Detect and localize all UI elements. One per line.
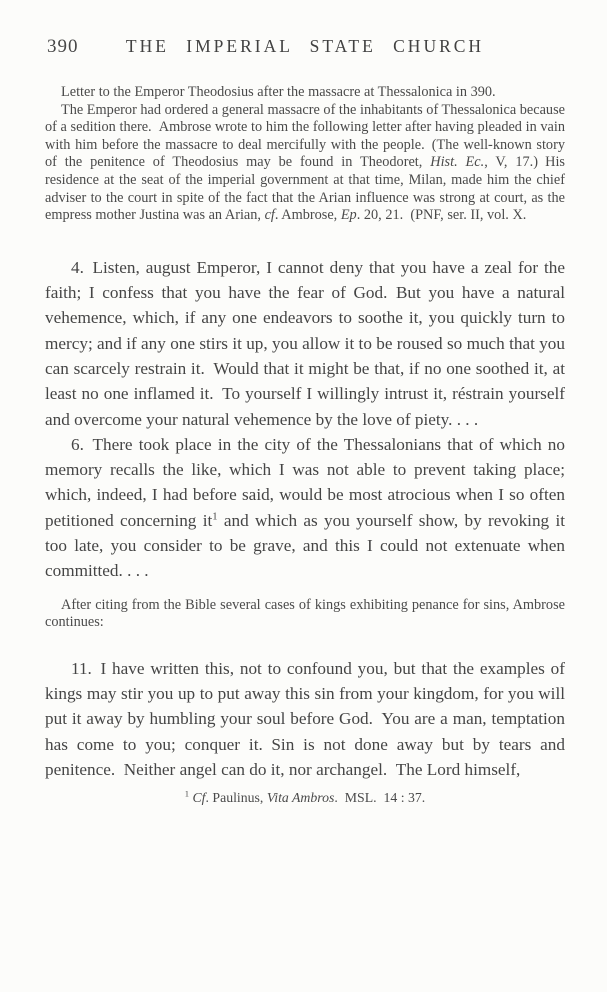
italic-text: Vita Ambros — [266, 790, 335, 806]
intro-note — [45, 102, 565, 225]
text-run: The Emperor had ordered a general massacre of the inhabitants of Thessalonica because of a sedition there. Ambrose wrote to him the following letter after having pleaded in vain with him before the massacre to deal mercifully with the people. (The well-known story of the penitence of Theodosius may be found in Theodoret, — [45, 101, 565, 171]
running-title: THE IMPERIAL STATE CHURCH — [125, 36, 485, 56]
intro-note-heading — [45, 84, 565, 102]
italic-text: Hist. Ec. — [430, 154, 485, 171]
footnote — [45, 790, 565, 806]
text-run: After citing from the Bible several cases of kings exhibiting penance for sins, Ambrose continues: — [45, 596, 565, 631]
text-run: Letter to the Emperor Theodosius after the massacre at Thessalonica in 390. — [61, 84, 496, 100]
text-run: 6. There took place in the city of the Thessalonians that of which no memory recalls the like, which I was not able to prevent taking place; which, indeed, I had before said, would be most atrocious when I so often petitioned concerning it — [45, 434, 565, 530]
running-head — [45, 34, 565, 62]
italic-text: Cf — [189, 790, 206, 806]
text-run: . Ambrose, — [274, 207, 341, 224]
text-run: , V, 17.) His residence at the seat of the imperial government at that time, Milan, made him the chief adviser to the court in spite of the fact that the Arian influence was strong at court, as the empress mother Justina was an Arian, — [45, 154, 565, 224]
text-run: . Paulinus, — [205, 790, 267, 806]
footnote-marker: 1 — [212, 510, 218, 522]
text-run: 4. Listen, august Emperor, I cannot deny that you have a zeal for the faith; I confess that you have the fear of God. But you have a natural vehemence, which, if any one endeavors to soothe it, you quickly turn to mercy; and if any one stirs it up, you allow it to be roused so much that you can scarcely restrain it. Would that it might be that, if no one soothed it, at least no one inflamed it. To yourself I willingly intrust it, réstrain yourself and overcome your natural vehemence by the love of piety. . . . — [45, 257, 565, 429]
letter-paragraph-6 — [45, 432, 565, 584]
page-number: 390 — [47, 36, 79, 57]
letter-paragraph-11 — [45, 656, 565, 782]
editor-note — [45, 597, 565, 632]
footnote-marker: 1 — [184, 788, 189, 799]
page-body — [45, 84, 565, 782]
text-run: and which as you yourself show, by revoking it too late, you consider to be grave, and this I could not extenuate when committed. . . . — [45, 510, 566, 581]
letter-paragraph-4 — [45, 255, 565, 432]
text-run: . 20, 21. (PNF, ser. II, vol. X. — [356, 207, 527, 224]
italic-text: Ep — [340, 207, 357, 224]
text-run: . MSL. 14 : 37. — [334, 790, 426, 806]
footnote-text — [185, 790, 426, 805]
italic-text: cf — [264, 207, 275, 224]
text-run: 11. I have written this, not to confound you, but that the examples of kings may stir you up to put away this sin from your kingdom, for you will put it away by humbling your soul before God. You are a man, temptation has come to you; conquer it. Sin is not done away but by tears and penitence. Neither angel can do it, nor archangel. The Lord himself, — [45, 658, 565, 779]
